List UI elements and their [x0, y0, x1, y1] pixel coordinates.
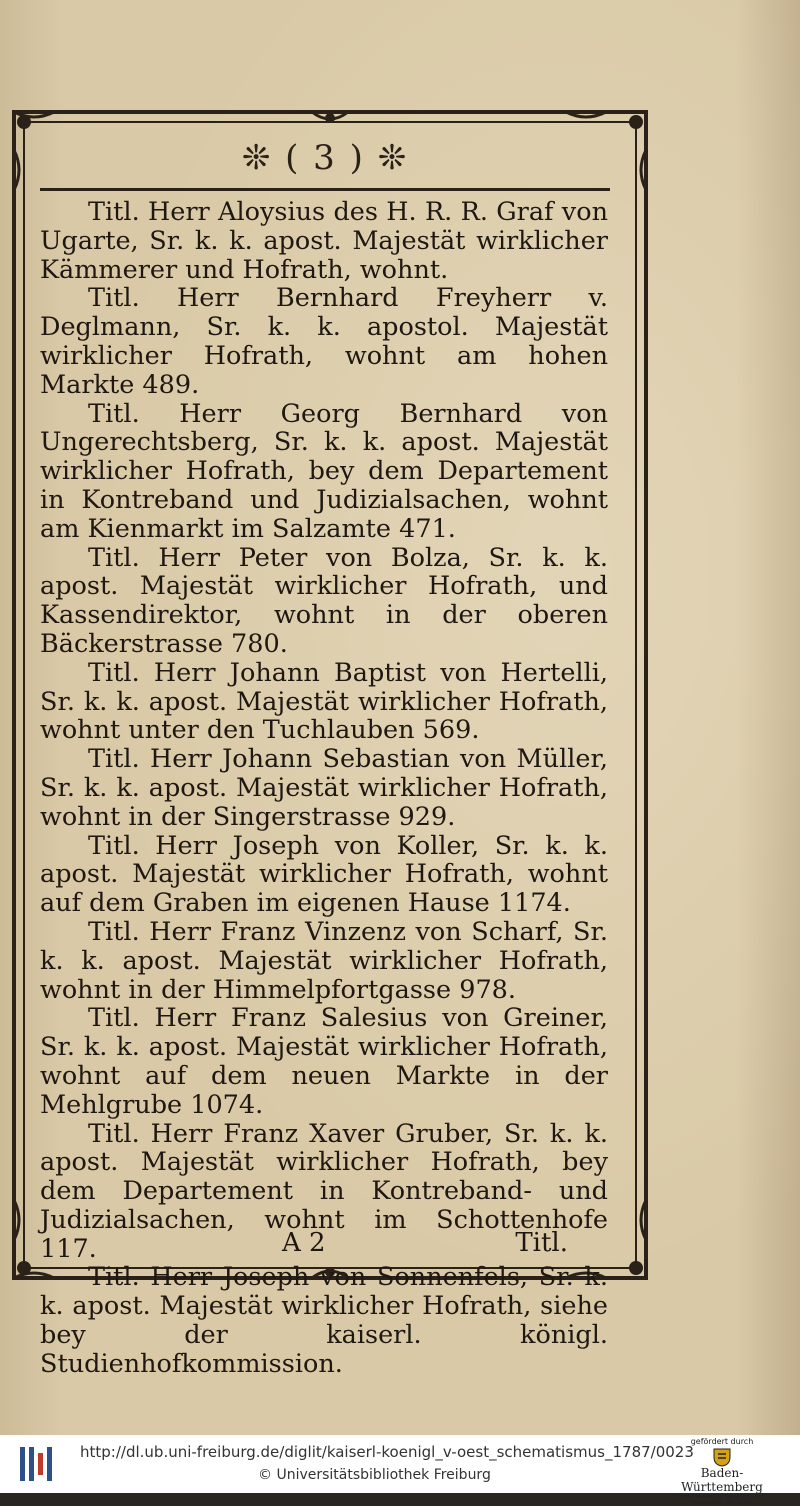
entry: Titl. Herr Bernhard Freyherr v. Deglmann, Sr. k. k. apostol. Majestät wirklicher Hofrath, wohnt am hohen Markte 489.: [40, 283, 608, 400]
header-rule: [40, 188, 610, 191]
entry: Titl. Herr Franz Vinzenz von Scharf, Sr. k. k. apost. Majestät wirklicher Hofrath, wohnt in der Himmelpfortgasse 978.: [40, 916, 608, 1005]
entry: Titl. Herr Georg Bernhard von Ungerechtsberg, Sr. k. k. apost. Majestät wirklicher Hofrath, bey dem Departement in Kontreband und Judizialsachen, wohnt am Kienmarkt im Salzamte 471.: [40, 398, 608, 544]
page-header: [40, 138, 610, 184]
entry: Titl. Herr Johann Sebastian von Müller, Sr. k. k. apost. Majestät wirklicher Hofrath, wohnt in der Singerstrasse 929.: [40, 744, 608, 832]
entry: Titl. Herr Aloysius des H. R. R. Graf von Ugarte, Sr. k. k. apost. Majestät wirklicher Kämmerer und Hofrath, wohnt.: [40, 197, 608, 285]
sponsor-ministry: MINISTERIUM FÜR WISSENSCHAFT, FORSCHUNG UND KUNST: [678, 1494, 766, 1506]
entry: Titl. Herr Joseph von Sonnenfels, Sr. k. k. apost. Majestät wirklicher Hofrath, siehe bey der kaiserl. königl. Studienhofkommission.: [40, 1262, 608, 1379]
entry: Titl. Herr Joseph von Koller, Sr. k. k. apost. Majestät wirklicher Hofrath, wohnt auf dem Graben im eigenen Hause 1174.: [40, 830, 608, 919]
page-number: ❊ ( 3 ) ❊: [241, 138, 409, 178]
sponsor-block[interactable]: [662, 1437, 782, 1506]
catchword: Titl.: [515, 1228, 568, 1258]
copyright-text: © Universitätsbibliothek Freiburg: [258, 1467, 491, 1483]
viewer-footer: [0, 1435, 800, 1506]
page-text: [40, 198, 608, 1379]
baden-wuerttemberg-crest-icon: [710, 1447, 734, 1467]
permalink-url[interactable]: http://dl.ub.uni-freiburg.de/diglit/kaiserl-koenigl_v-oest_schematismus_1787/0023: [80, 1443, 694, 1461]
signature-mark: A 2: [282, 1228, 326, 1258]
entry: Titl. Herr Franz Xaver Gruber, Sr. k. k. apost. Majestät wirklicher Hofrath, bey dem Departement in Kontreband- und Judizialsachen, wohnt im Schottenhofe 117.: [40, 1118, 608, 1264]
entry: Titl. Herr Peter von Bolza, Sr. k. k. apost. Majestät wirklicher Hofrath, und Kassendirektor, wohnt in der oberen Bäckerstrasse 780.: [40, 542, 608, 659]
entry: Titl. Herr Johann Baptist von Hertelli, Sr. k. k. apost. Majestät wirklicher Hofrath, wohnt unter den Tuchlauben 569.: [40, 657, 608, 746]
sponsor-name: Baden-Württemberg: [681, 1466, 763, 1494]
ub-freiburg-logo-icon[interactable]: [14, 1443, 56, 1485]
sponsor-label: gefördert durch: [690, 1437, 754, 1446]
entry: Titl. Herr Franz Salesius von Greiner, Sr. k. k. apost. Majestät wirklicher Hofrath, wohnt auf dem neuen Markte in der Mehlgrube 1074.: [40, 1003, 608, 1120]
